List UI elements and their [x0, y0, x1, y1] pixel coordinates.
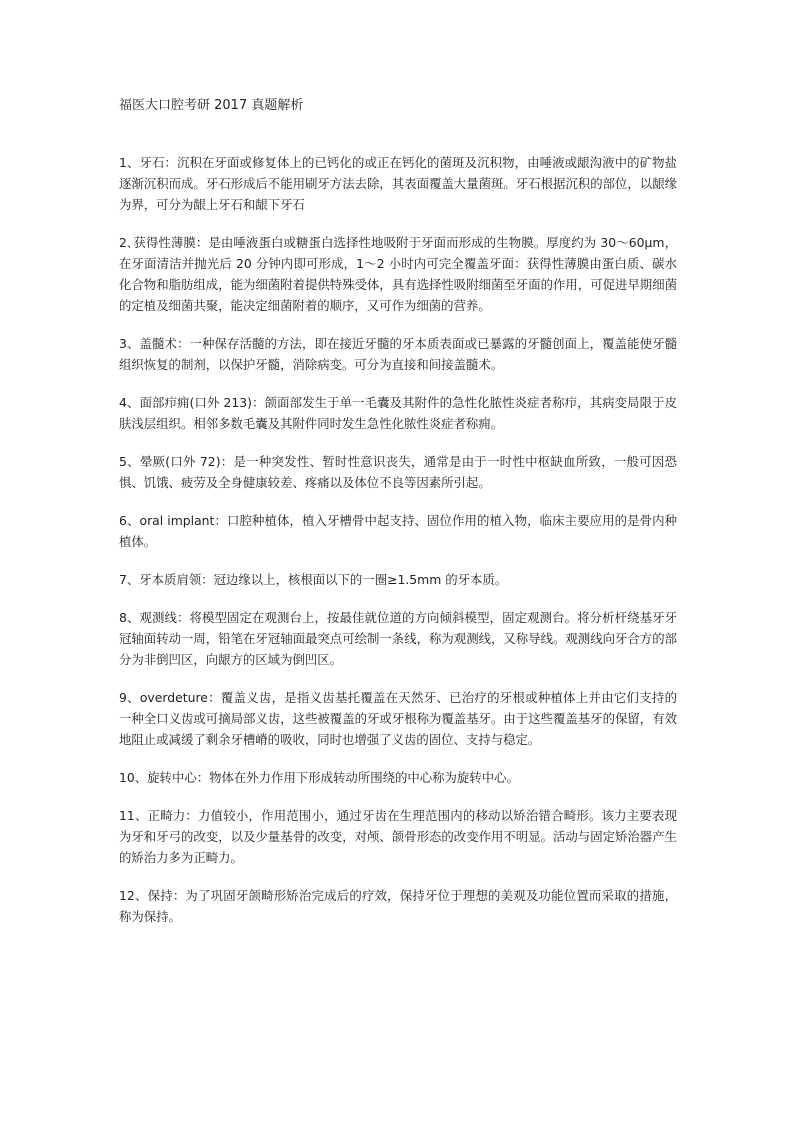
paragraph-11: 11、正畸力：力值较小，作用范围小，通过牙齿在生理范围内的移动以矫治错合畸形。该力主要表现为牙和牙弓的改变，以及少量基骨的改变，对颅、颌骨形态的改变作用不明显。活动与固定矫治器产生的矫治力多为正畸力。: [119, 808, 677, 865]
document-title: 福医大口腔考研 2017 真题解析: [119, 98, 304, 113]
paragraph-5: 5、晕厥(口外 72)：是一种突发性、暂时性意识丧失，通常是由于一时性中枢缺血所致，一般可因恐惧、饥饿、疲劳及全身健康较差、疼痛以及体位不良等因素所引起。: [119, 454, 677, 490]
document-body: [119, 152, 677, 944]
paragraph-9: 9、overdeture：覆盖义齿，是指义齿基托覆盖在天然牙、已治疗的牙根或种植体上并由它们支持的一种全口义齿或可摘局部义齿，这些被覆盖的牙或牙根称为覆盖基牙。由于这些覆盖基牙的保留，有效地阻止或减缓了剩余牙槽嵴的吸收，同时也增强了义齿的固位、支持与稳定。: [119, 690, 677, 747]
paragraph-1: 1、牙石：沉积在牙面或修复体上的已钙化的或正在钙化的菌斑及沉积物，由唾液或龈沟液中的矿物盐逐渐沉积而成。牙石形成后不能用刷牙方法去除，其表面覆盖大量菌斑。牙石根据沉积的部位，以龈缘为界，可分为龈上牙石和龈下牙石: [119, 155, 677, 212]
paragraph-3: 3、盖髓术：一种保存活髓的方法，即在接近牙髓的牙本质表面或已暴露的牙髓创面上，覆盖能使牙髓组织恢复的制剂，以保护牙髓，消除病变。可分为直接和间接盖髓术。: [119, 336, 677, 372]
paragraph-8: 8、观测线：将模型固定在观测台上，按最佳就位道的方向倾斜模型，固定观测台。将分析杆绕基牙牙冠轴面转动一周，铅笔在牙冠轴面最突点可绘制一条线，称为观测线，又称导线。观测线向牙合方的部分为非倒凹区，向龈方的区域为倒凹区。: [119, 610, 677, 667]
paragraph-6: 6、oral implant：口腔种植体，植入牙槽骨中起支持、固位作用的植入物，临床主要应用的是骨内种植体。: [119, 513, 677, 549]
paragraph-12: 12、保持：为了巩固牙颌畸形矫治完成后的疗效，保持牙位于理想的美观及功能位置而采取的措施，称为保持。: [119, 888, 677, 924]
paragraph-10: 10、旋转中心：物体在外力作用下形成转动所围绕的中心称为旋转中心。: [119, 770, 519, 785]
paragraph-7: 7、牙本质肩领：冠边缘以上，核根面以下的一圈≥1.5mm 的牙本质。: [119, 572, 508, 587]
paragraph-4: 4、面部疖痈(口外 213)：颌面部发生于单一毛囊及其附件的急性化脓性炎症者称疖，其病变局限于皮肤浅层组织。相邻多数毛囊及其附件同时发生急性化脓性炎症者称痈。: [119, 395, 677, 431]
paragraph-2: 2､获得性薄膜：是由唾液蛋白或糖蛋白选择性地吸附于牙面而形成的生物膜。厚度约为 30～60μm，在牙面清洁并抛光后 20 分钟内即可形成，1～2 小时内可完全覆盖牙面：获得性薄膜由蛋白质、碳水化合物和脂肪组成，能为细菌附着提供特殊受体，具有选择性吸附细菌至牙面的作用，可促进早期细菌的定植及细菌共聚，能决定细菌附着的顺序，又可作为细菌的营养。: [119, 235, 677, 313]
